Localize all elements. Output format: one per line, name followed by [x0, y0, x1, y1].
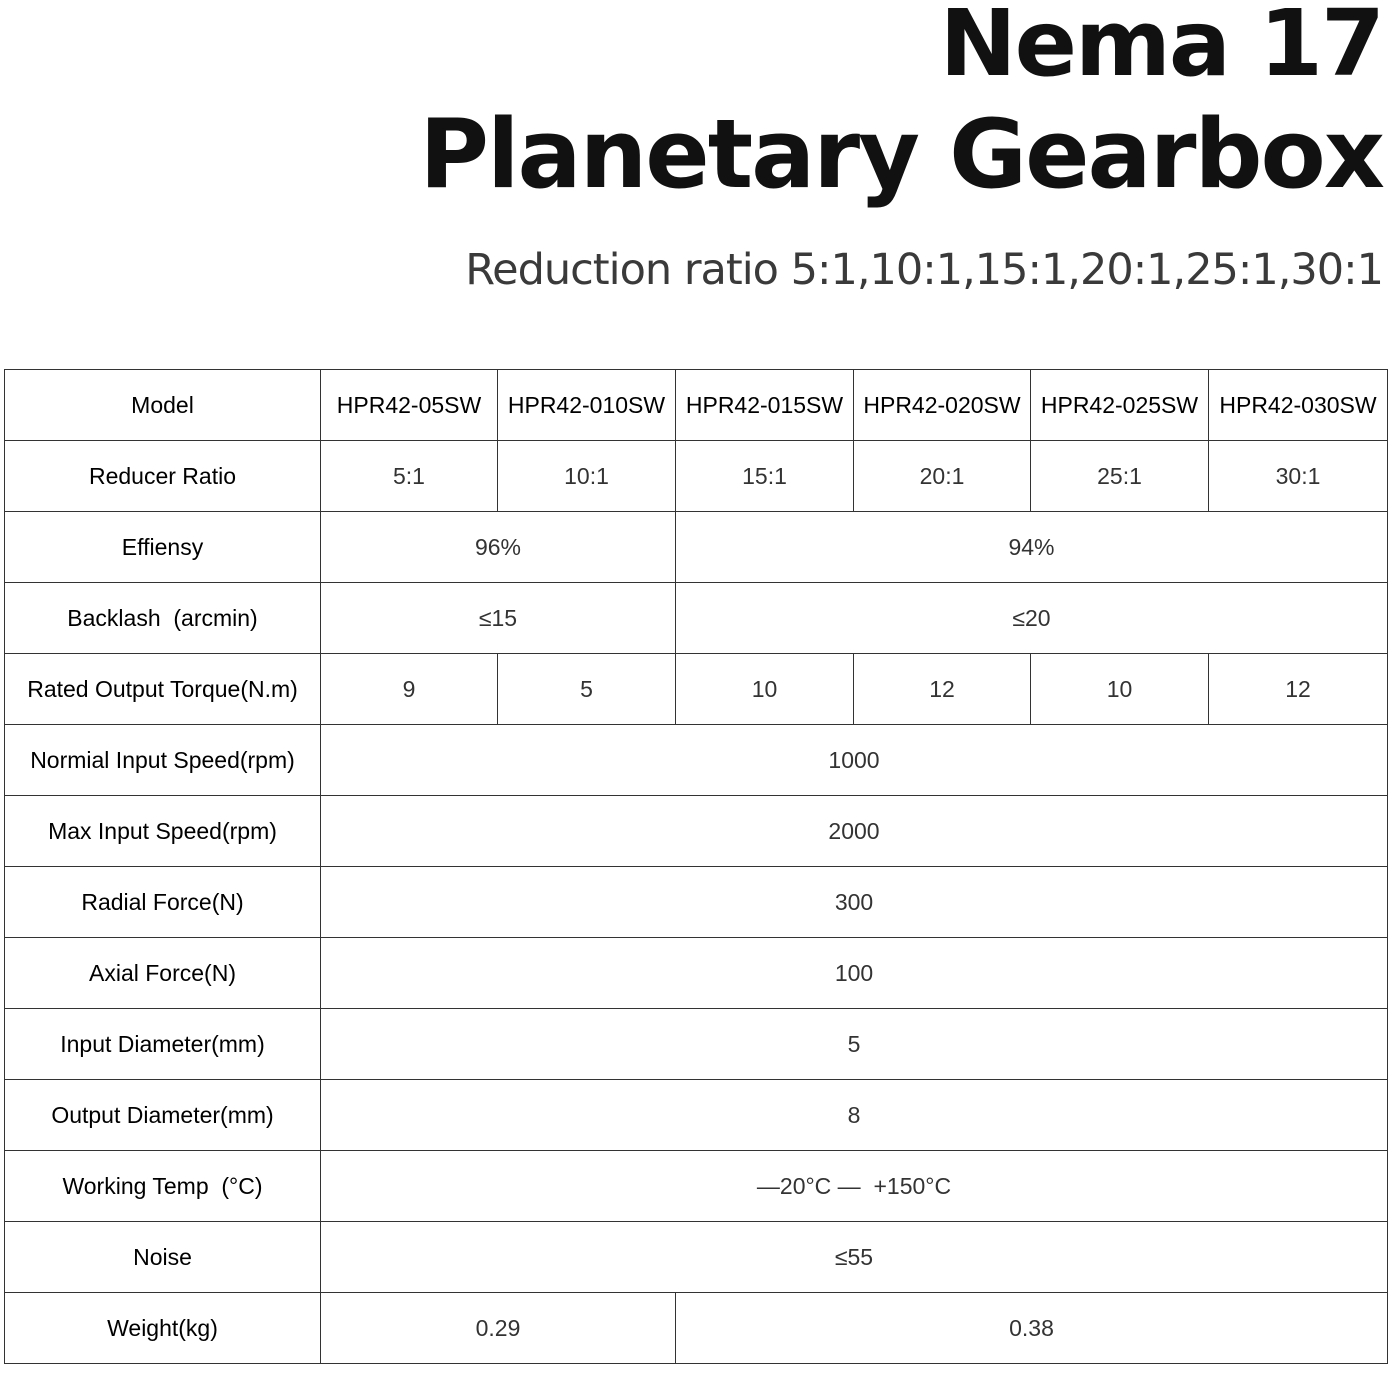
model-cell: HPR42-015SW [676, 370, 854, 441]
working-temp-cell: —20°C — +150°C [321, 1151, 1388, 1222]
row-rated-torque [5, 654, 1388, 725]
ratio-cell: 10:1 [498, 441, 676, 512]
row-normal-input-speed [5, 725, 1388, 796]
ratio-cell: 20:1 [854, 441, 1031, 512]
row-max-input-speed [5, 796, 1388, 867]
row-model [5, 370, 1388, 441]
model-cell: HPR42-020SW [854, 370, 1031, 441]
ratio-cell: 5:1 [321, 441, 498, 512]
row-label: Effiensy [5, 512, 321, 583]
row-input-diameter [5, 1009, 1388, 1080]
model-cell: HPR42-030SW [1209, 370, 1388, 441]
row-noise [5, 1222, 1388, 1293]
row-label: Reducer Ratio [5, 441, 321, 512]
radial-force-cell: 300 [321, 867, 1388, 938]
output-diameter-cell: 8 [321, 1080, 1388, 1151]
torque-cell: 12 [854, 654, 1031, 725]
row-label: Working Temp (°C) [5, 1151, 321, 1222]
row-label: Input Diameter(mm) [5, 1009, 321, 1080]
row-label: Weight(kg) [5, 1293, 321, 1364]
torque-cell: 12 [1209, 654, 1388, 725]
torque-cell: 5 [498, 654, 676, 725]
row-reducer-ratio [5, 441, 1388, 512]
torque-cell: 10 [1031, 654, 1209, 725]
page-title-line1: Nema 17 [939, 0, 1383, 97]
efficiency-cell: 94% [676, 512, 1388, 583]
spec-table [4, 369, 1388, 1364]
row-axial-force [5, 938, 1388, 1009]
input-diameter-cell: 5 [321, 1009, 1388, 1080]
backlash-cell: ≤15 [321, 583, 676, 654]
model-cell: HPR42-010SW [498, 370, 676, 441]
row-output-diameter [5, 1080, 1388, 1151]
backlash-cell: ≤20 [676, 583, 1388, 654]
row-label: Noise [5, 1222, 321, 1293]
row-backlash [5, 583, 1388, 654]
normal-speed-cell: 1000 [321, 725, 1388, 796]
page-title-line2: Planetary Gearbox [419, 100, 1383, 210]
model-cell: HPR42-025SW [1031, 370, 1209, 441]
ratio-cell: 25:1 [1031, 441, 1209, 512]
ratio-cell: 30:1 [1209, 441, 1388, 512]
row-label: Backlash (arcmin) [5, 583, 321, 654]
page-subtitle: Reduction ratio 5:1,10:1,15:1,20:1,25:1,30:1 [465, 245, 1383, 295]
axial-force-cell: 100 [321, 938, 1388, 1009]
row-label: Radial Force(N) [5, 867, 321, 938]
torque-cell: 10 [676, 654, 854, 725]
weight-cell: 0.29 [321, 1293, 676, 1364]
row-weight [5, 1293, 1388, 1364]
row-label: Rated Output Torque(N.m) [5, 654, 321, 725]
row-radial-force [5, 867, 1388, 938]
ratio-cell: 15:1 [676, 441, 854, 512]
row-efficiency [5, 512, 1388, 583]
row-label: Axial Force(N) [5, 938, 321, 1009]
torque-cell: 9 [321, 654, 498, 725]
max-speed-cell: 2000 [321, 796, 1388, 867]
row-label: Max Input Speed(rpm) [5, 796, 321, 867]
weight-cell: 0.38 [676, 1293, 1388, 1364]
row-working-temp [5, 1151, 1388, 1222]
model-cell: HPR42-05SW [321, 370, 498, 441]
row-label: Model [5, 370, 321, 441]
noise-cell: ≤55 [321, 1222, 1388, 1293]
row-label: Output Diameter(mm) [5, 1080, 321, 1151]
efficiency-cell: 96% [321, 512, 676, 583]
row-label: Normial Input Speed(rpm) [5, 725, 321, 796]
